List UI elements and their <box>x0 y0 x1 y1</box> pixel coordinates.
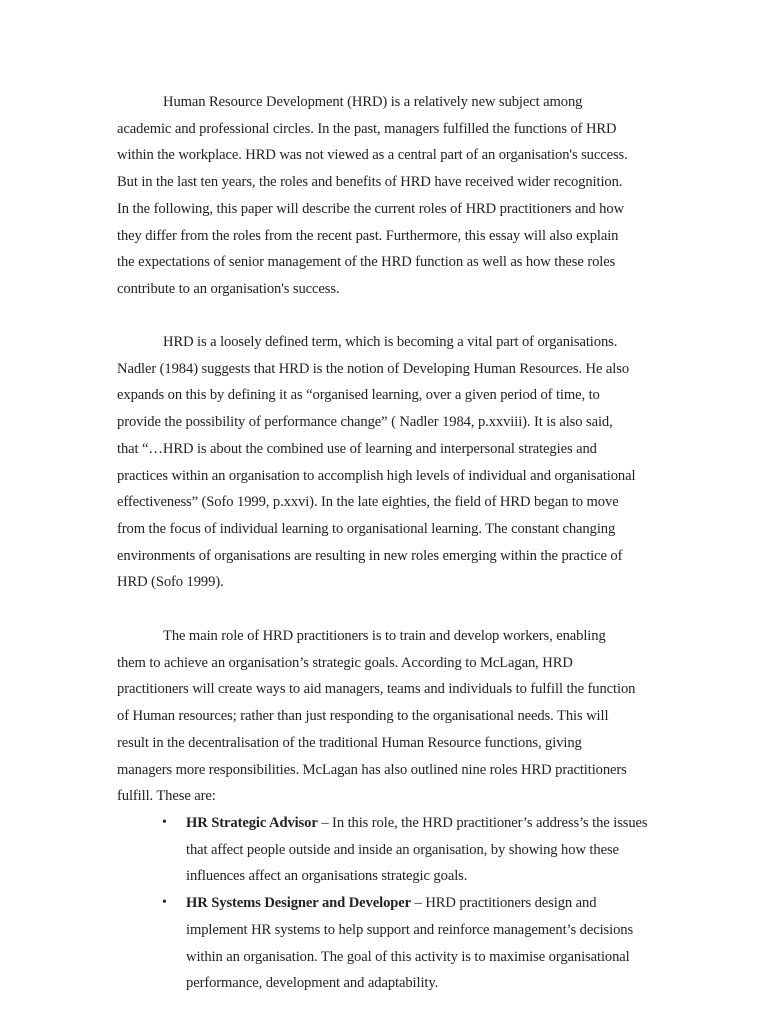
bullet-description: – In this role, the HRD practitioner’s address’s the issues that affect people outside and inside an organisation, by showing how these influences affect an organisations strategic goals. <box>186 815 648 885</box>
paragraph-text: HRD is a loosely defined term, which is becoming a vital part of organisations. Nadler (1984) suggests that HRD is the notion of Developing Human Resources. He also expands on this by defining it as “organised learning, over a given period of time, to provide the possibility of performance change” ( Nadler 1984, p.xxviii). It is also said, that “…HRD is about the combined use of learning and interpersonal strategies and practices within an organisation to accomplish high levels of individual and organisational effectiveness” (Sofo 1999, p.xxvi). In the late eighties, the field of HRD began to move from the focus of individual learning to organisational learning. The constant changing environments of organisations are resulting in new roles emerging within the practice of HRD (Sofo 1999). <box>117 334 636 591</box>
bullet-item-systems-designer <box>162 890 656 997</box>
paragraph-definition <box>117 329 637 596</box>
bullet-marker: • <box>162 895 167 911</box>
paragraph-text: The main role of HRD practitioners is to train and develop workers, enabling them to achieve an organisation’s strategic goals. According to McLagan, HRD practitioners will create ways to aid managers, teams and individuals to fulfill the function of Human resources; rather than just responding to the organisational needs. This will result in the decentralisation of the traditional Human Resource functions, giving managers more responsibilities. McLagan has also outlined nine roles HRD practitioners fulfill. These are: <box>117 628 636 805</box>
bullet-description: – HRD practitioners design and implement HR systems to help support and reinforce management’s decisions within an organisation. The goal of this activity is to maximise organisational performance, development and adaptability. <box>186 895 634 992</box>
bullet-term: HR Systems Designer and Developer <box>186 895 412 912</box>
paragraph-intro <box>117 89 637 303</box>
paragraph-text: Human Resource Development (HRD) is a relatively new subject among academic and professional circles. In the past, managers fulfilled the functions of HRD within the workplace. HRD was not viewed as a central part of an organisation's success. But in the last ten years, the roles and benefits of HRD have received wider recognition. In the following, this paper will describe the current roles of HRD practitioners and how they differ from the roles from the recent past. Furthermore, this essay will also explain the expectations of senior management of the HRD function as well as how these roles contribute to an organisation's success. <box>117 94 628 297</box>
bullet-marker: • <box>162 815 167 830</box>
bullet-item-strategic-advisor <box>162 810 656 890</box>
bullet-term: HR Strategic Advisor <box>186 815 318 831</box>
roles-bullet-list <box>162 810 656 997</box>
paragraph-roles <box>117 623 637 810</box>
